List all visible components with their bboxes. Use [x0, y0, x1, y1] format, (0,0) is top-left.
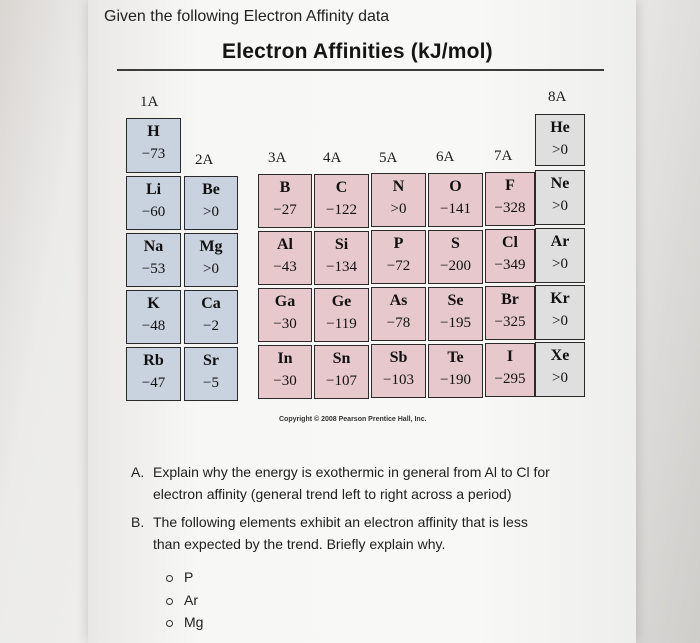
element-cell-be [184, 176, 238, 230]
element-cell-al [258, 231, 312, 285]
list-item-text: Ar [184, 592, 198, 608]
element-symbol: Sr [203, 352, 219, 369]
element-affinity: −190 [440, 372, 471, 388]
element-symbol: O [449, 178, 462, 195]
element-symbol: Ne [550, 175, 570, 192]
element-affinity: −200 [440, 258, 471, 274]
element-affinity: −48 [141, 318, 166, 334]
group-label-5a: 5A [379, 150, 398, 166]
element-affinity: −30 [273, 316, 297, 332]
element-affinity: −5 [203, 375, 219, 391]
element-affinity: −72 [386, 258, 411, 274]
bullet-icon [166, 575, 173, 582]
element-symbol: Ca [201, 295, 221, 312]
element-cell-ge [314, 288, 369, 342]
group-label-8a: 8A [548, 89, 567, 105]
element-symbol: Ga [274, 293, 296, 310]
element-symbol: Li [145, 181, 162, 198]
copyright-notice: Copyright © 2008 Pearson Prentice Hall, Inc. [279, 416, 427, 423]
element-symbol: Rb [143, 352, 164, 369]
question-b-label: B. [131, 514, 145, 530]
element-affinity: >0 [390, 201, 407, 217]
question-a-line1: Explain why the energy is exothermic in general from Al to Cl for [153, 464, 550, 480]
element-affinity: −295 [494, 371, 526, 387]
question-a-line2: electron affinity (general trend left to right across a period) [153, 486, 512, 502]
element-affinity: −78 [386, 315, 411, 331]
element-affinity: −107 [326, 373, 357, 389]
table-title: Electron Affinities (kJ/mol) [222, 40, 493, 63]
element-symbol: N [392, 178, 405, 195]
element-affinity: −119 [326, 316, 357, 332]
group-label-2a: 2A [195, 152, 214, 168]
intro-text: Given the following Electron Affinity data [104, 8, 390, 25]
element-cell-mg [184, 233, 238, 287]
element-cell-na [126, 233, 181, 287]
element-affinity: >0 [552, 198, 568, 214]
element-cell-br [485, 286, 535, 340]
element-symbol: Si [334, 236, 349, 253]
element-symbol: Se [447, 292, 464, 309]
list-item-text: P [184, 569, 194, 585]
element-symbol: Br [501, 291, 519, 308]
element-affinity: −73 [141, 146, 166, 162]
element-affinity: −43 [273, 259, 297, 275]
element-cell-in [258, 345, 312, 399]
group-label-7a: 7A [494, 148, 513, 164]
element-symbol: Kr [550, 290, 570, 307]
element-symbol: Te [447, 349, 464, 366]
title-rule [117, 69, 604, 71]
element-cell-ga [258, 288, 312, 342]
element-symbol: Ge [331, 293, 352, 310]
element-affinity: −134 [326, 259, 357, 275]
element-symbol: He [550, 119, 570, 136]
element-cell-i [485, 343, 535, 397]
element-symbol: Xe [550, 347, 570, 364]
bullet-icon [166, 620, 173, 627]
element-cell-he [535, 114, 585, 166]
element-affinity: −2 [203, 318, 219, 334]
element-cell-k [126, 290, 181, 344]
element-symbol: Mg [199, 238, 223, 255]
bullet-icon [166, 598, 173, 605]
element-cell-ne [535, 170, 585, 225]
element-symbol: S [451, 235, 460, 252]
element-affinity: −30 [273, 373, 297, 389]
group-label-3a: 3A [268, 150, 287, 166]
question-b-line2: than expected by the trend. Briefly explain why. [153, 536, 446, 552]
element-cell-p [371, 230, 426, 284]
element-symbol: Na [143, 238, 164, 255]
element-symbol: As [389, 292, 408, 309]
element-affinity: −60 [141, 204, 166, 220]
element-cell-s [428, 230, 483, 284]
element-symbol: P [393, 235, 404, 252]
question-a [131, 461, 611, 505]
element-symbol: K [147, 295, 160, 312]
element-cell-sb [371, 344, 426, 398]
element-cell-as [371, 287, 426, 341]
element-affinity: −328 [494, 200, 526, 216]
element-affinity: >0 [552, 256, 568, 272]
element-symbol: B [279, 179, 291, 196]
element-affinity: −53 [141, 261, 166, 277]
element-cell-sn [314, 345, 369, 399]
element-cell-b [258, 174, 312, 228]
element-affinity: −103 [383, 372, 414, 388]
list-item-text: Mg [184, 614, 204, 630]
element-symbol: Sb [389, 349, 408, 366]
element-cell-kr [535, 285, 585, 340]
element-affinity: >0 [203, 261, 219, 277]
group-label-6a: 6A [436, 149, 455, 165]
element-symbol: I [506, 348, 514, 365]
element-affinity: >0 [552, 142, 568, 158]
element-cell-cl [485, 229, 535, 283]
element-cell-sr [184, 347, 238, 401]
element-symbol: In [277, 350, 293, 367]
group-label-4a: 4A [323, 150, 342, 166]
element-symbol: Cl [502, 234, 518, 251]
element-affinity: −195 [440, 315, 471, 331]
element-cell-te [428, 344, 483, 398]
element-cell-h [126, 118, 181, 173]
element-cell-o [428, 173, 483, 227]
element-cell-ar [535, 228, 585, 283]
question-a-label: A. [131, 464, 145, 480]
element-cell-rb [126, 347, 181, 401]
element-symbol: Ar [550, 233, 570, 250]
group-label-1a: 1A [140, 94, 159, 110]
element-cell-ca [184, 290, 238, 344]
element-symbol: C [335, 179, 348, 196]
element-affinity: −141 [440, 201, 471, 217]
element-cell-li [126, 176, 181, 230]
element-symbol: F [505, 177, 515, 194]
element-cell-c [314, 174, 369, 228]
element-affinity: >0 [552, 313, 568, 329]
element-affinity: >0 [552, 370, 568, 386]
element-cell-xe [535, 342, 585, 397]
element-affinity: −325 [494, 314, 526, 330]
element-affinity: >0 [203, 204, 219, 220]
element-symbol: Sn [332, 350, 351, 367]
question-b-line1: The following elements exhibit an electron affinity that is less [153, 514, 528, 530]
element-cell-f [485, 172, 535, 226]
element-symbol: Al [277, 236, 293, 253]
element-cell-se [428, 287, 483, 341]
element-symbol: Be [202, 181, 220, 198]
element-affinity: −47 [141, 375, 166, 391]
element-symbol: H [147, 123, 160, 140]
element-affinity: −349 [494, 257, 526, 273]
element-affinity: −27 [273, 202, 297, 218]
question-b [131, 511, 611, 555]
element-affinity: −122 [326, 202, 357, 218]
element-cell-si [314, 231, 369, 285]
element-cell-n [371, 173, 426, 227]
